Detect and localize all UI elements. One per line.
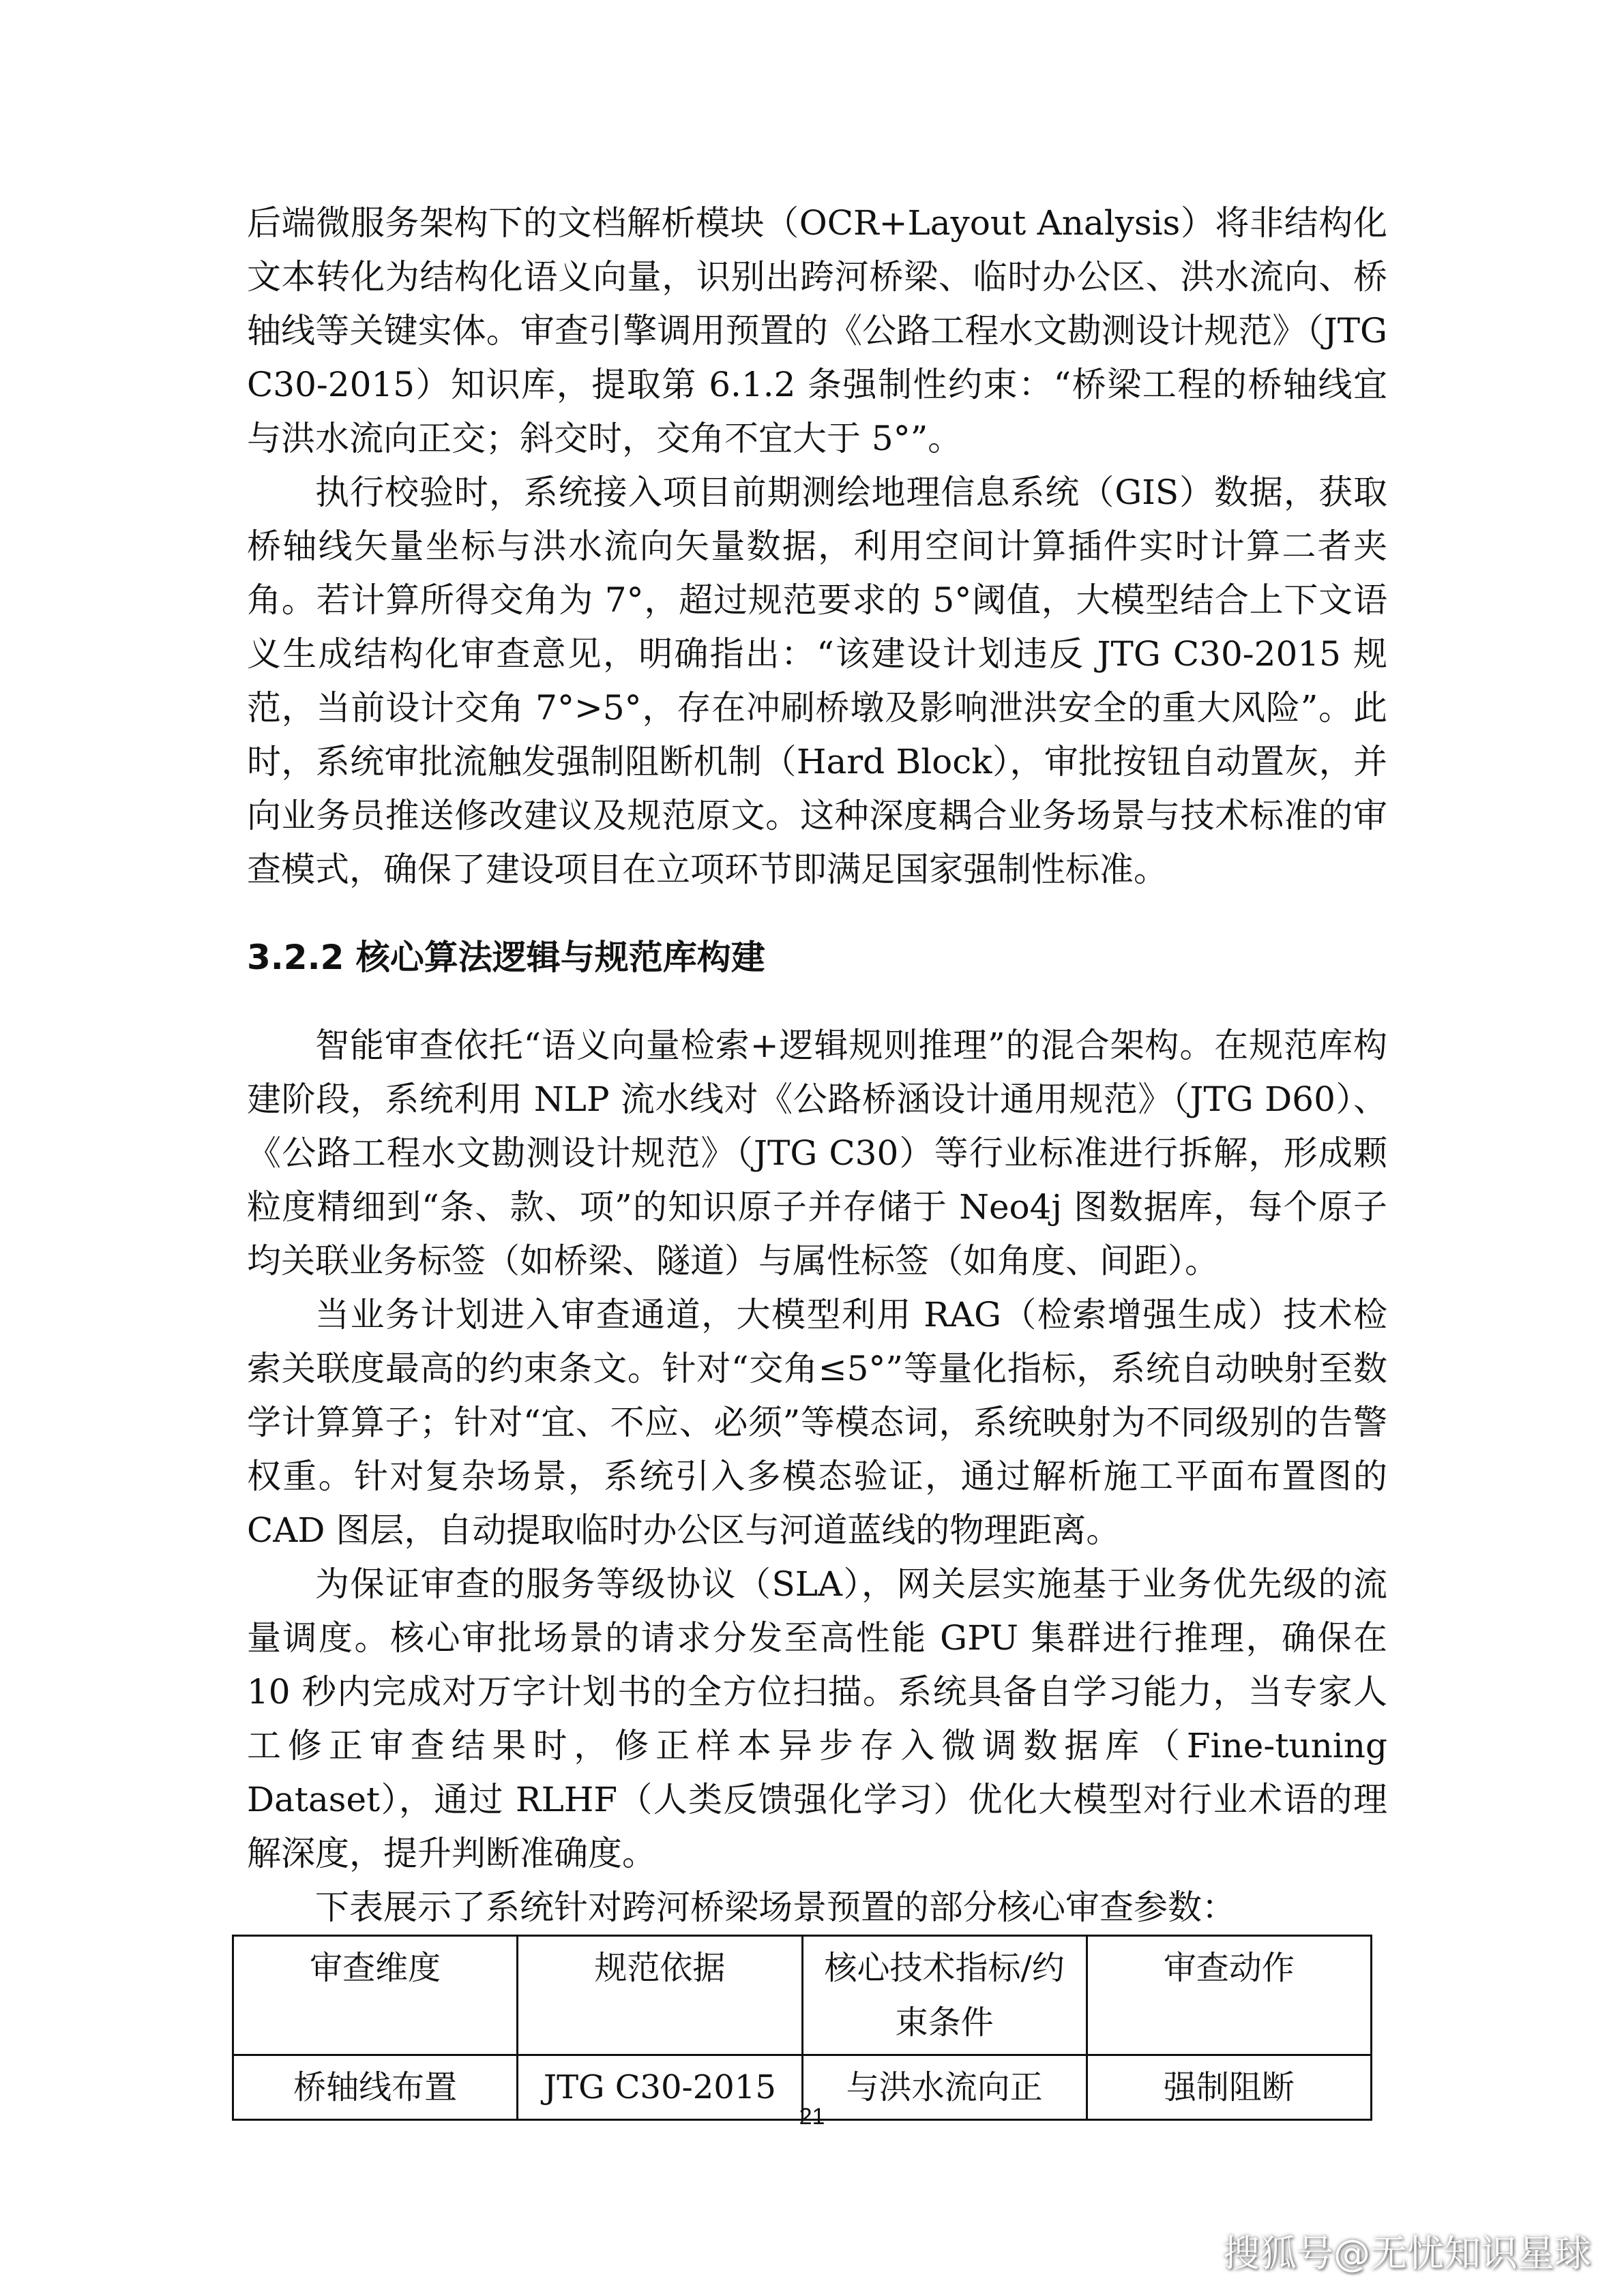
watermark: 搜狐号@无忧知识星球 <box>1223 2232 1591 2275</box>
table-header-cell: 审查动作 <box>1087 1936 1371 2055</box>
body-paragraph: 智能审查依托“语义向量检索+逻辑规则推理”的混合架构。在规范库构建阶段，系统利用 NLP 流水线对《公路桥涵设计通用规范》（JTG D60）、《公路工程水文勘测设计规范》（JTG C30）等行业标准进行拆解，形成颗粒度精细到“条、款、项”的知识原子并存储于 Neo4j 图数据库，每个原子均关联业务标签（如桥梁、隧道）与属性标签（如角度、间距）。 <box>247 1026 1387 1281</box>
table-header-cell: 审查维度 <box>233 1936 518 2055</box>
review-parameters-table <box>232 1935 1372 2121</box>
table-header-cell: 规范依据 <box>518 1936 802 2055</box>
table-cell: 与洪水流向正 <box>802 2055 1087 2120</box>
body-paragraph: 执行校验时，系统接入项目前期测绘地理信息系统（GIS）数据，获取桥轴线矢量坐标与洪水流向矢量数据，利用空间计算插件实时计算二者夹角。若计算所得交角为 7°，超过规范要求的 5°阈值，大模型结合上下文语义生成结构化审查意见，明确指出：“该建设计划违反 JTG C30-2015 规范，当前设计交角 7°>5°，存在冲刷桥墩及影响泄洪安全的重大风险”。此时，系统审批流触发强制阻断机制（Hard Block），审批按钮自动置灰，并向业务员推送修改建议及规范原文。这种深度耦合业务场景与技术标准的审查模式，确保了建设项目在立项环节即满足国家强制性标准。 <box>247 473 1387 889</box>
table-header-cell: 核心技术指标/约束条件 <box>802 1936 1087 2055</box>
table-header-row <box>233 1936 1372 2055</box>
table-cell: 桥轴线布置 <box>233 2055 518 2120</box>
body-paragraph: 当业务计划进入审查通道，大模型利用 RAG（检索增强生成）技术检索关联度最高的约束条文。针对“交角≤5°”等量化指标，系统自动映射至数学计算算子；针对“宜、不应、必须”等模态词，系统映射为不同级别的告警权重。针对复杂场景，系统引入多模态验证，通过解析施工平面布置图的 CAD 图层，自动提取临时办公区与河道蓝线的物理距离。 <box>247 1295 1387 1550</box>
section-heading: 3.2.2 核心算法逻辑与规范库构建 <box>247 938 765 977</box>
table-cell: JTG C30-2015 <box>518 2055 802 2120</box>
body-paragraph: 为保证审查的服务等级协议（SLA），网关层实施基于业务优先级的流量调度。核心审批场景的请求分发至高性能 GPU 集群进行推理，确保在 10 秒内完成对万字计划书的全方位扫描。系统具备自学习能力，当专家人工修正审查结果时，修正样本异步存入微调数据库（Fine-tuning Dataset），通过 RLHF（人类反馈强化学习）优化大模型对行业术语的理解深度，提升判断准确度。 <box>247 1564 1387 1873</box>
page-number: 21 <box>799 2104 825 2130</box>
table-cell: 强制阻断 <box>1087 2055 1371 2120</box>
page-body <box>247 196 1387 2121</box>
table-caption: 下表展示了系统针对跨河桥梁场景预置的部分核心审查参数： <box>315 1888 1236 1927</box>
body-paragraph: 后端微服务架构下的文档解析模块（OCR+Layout Analysis）将非结构化文本转化为结构化语义向量，识别出跨河桥梁、临时办公区、洪水流向、桥轴线等关键实体。审查引擎调用预置的《公路工程水文勘测设计规范》（JTG C30-2015）知识库，提取第 6.1.2 条强制性约束：“桥梁工程的桥轴线宜与洪水流向正交；斜交时，交角不宜大于 5°”。 <box>247 203 1387 458</box>
